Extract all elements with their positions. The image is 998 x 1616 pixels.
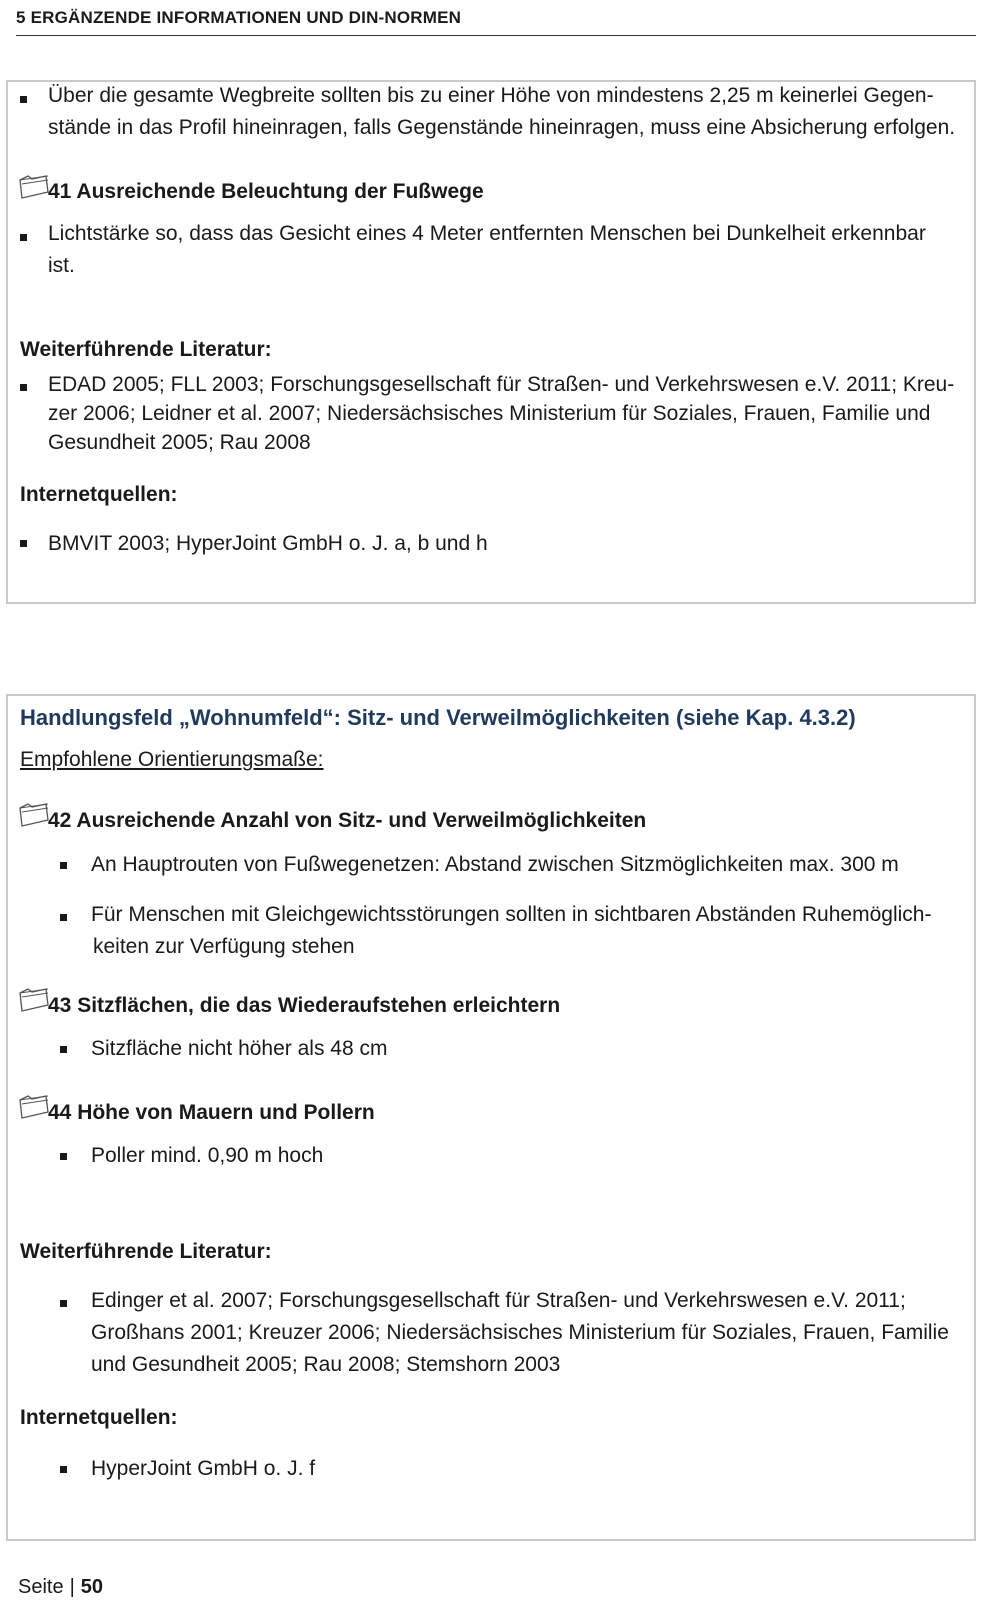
bullet-marker — [20, 96, 27, 103]
footer-label: Seite — [18, 1576, 64, 1598]
footer-separator: | — [69, 1576, 75, 1598]
bullet-marker — [60, 1153, 67, 1160]
bullet-marker — [60, 862, 67, 869]
bullet-text: Über die gesamte Wegbreite sollten bis zu einer Höhe von mindestens 2,25 m keinerlei Gegen- stände in das Profil hineinragen, falls Gegenstände hineinragen, muss eine Absicherung erfolgen. — [48, 84, 956, 139]
internet-text: HyperJoint GmbH o. J. f — [91, 1457, 316, 1480]
bullet-marker — [60, 914, 67, 921]
folder-icon — [18, 987, 50, 1013]
folder-icon — [18, 174, 50, 200]
bullet-text: Für Menschen mit Gleichgewichtsstörungen sollten in sichtbaren Abständen Ruhemöglich- keiten zur Verfügung stehen — [91, 903, 932, 958]
bullet-marker — [20, 540, 27, 547]
item-44-title: 44 Höhe von Mauern und Pollern — [48, 1101, 375, 1124]
item-43-title: 43 Sitzflächen, die das Wiederaufstehen erleichtern — [48, 994, 561, 1017]
bullet-marker — [20, 234, 27, 241]
header-title: 5 ERGÄNZENDE INFORMATIONEN UND DIN-NORMEN — [16, 8, 462, 27]
bullet-marker — [60, 1466, 67, 1473]
bullet-marker — [60, 1046, 67, 1053]
literature-text: EDAD 2005; FLL 2003; Forschungsgesellschaft für Straßen- und Verkehrswesen e.V. 2011; Kreu- zer 2006; Leidner et al. 2007; Niedersächsisches Ministerium für Soziales, Frauen, Familie und Gesundheit 2005; Rau 2008 — [48, 373, 955, 454]
bullet-text: An Hauptrouten von Fußwegenetzen: Abstand zwischen Sitzmöglichkeiten max. 300 m — [91, 853, 899, 876]
bullet-text: Sitzfläche nicht höher als 48 cm — [91, 1037, 388, 1060]
literature-text: Edinger et al. 2007; Forschungsgesellschaft für Straßen- und Verkehrswesen e.V. 2011; Großhans 2001; Kreuzer 2006; Niedersächsisches Ministerium für Soziales, Frauen, Familie und Gesundheit 2005; Rau 2008; Stemshorn 2003 — [91, 1289, 949, 1376]
literature-heading: Weiterführende Literatur: — [20, 1240, 272, 1263]
page-number: 50 — [80, 1576, 104, 1598]
bullet-text: Lichtstärke so, dass das Gesicht eines 4 Meter entfernten Menschen bei Dunkelheit erkennbar ist. — [48, 222, 926, 277]
page-footer — [18, 1576, 103, 1599]
internet-text: BMVIT 2003; HyperJoint GmbH o. J. a, b und h — [48, 532, 488, 555]
info-box-2 — [6, 694, 976, 1541]
folder-icon — [18, 1094, 50, 1120]
internet-heading: Internetquellen: — [20, 1406, 178, 1429]
bullet-marker — [60, 1300, 67, 1307]
bullet-text: Poller mind. 0,90 m hoch — [91, 1144, 324, 1167]
literature-heading: Weiterführende Literatur: — [20, 338, 272, 361]
internet-heading: Internetquellen: — [20, 483, 178, 506]
item-42-title: 42 Ausreichende Anzahl von Sitz- und Verweilmöglichkeiten — [48, 809, 647, 832]
section-title: Handlungsfeld „Wohnumfeld“: Sitz- und Verweilmöglichkeiten (siehe Kap. 4.3.2) — [20, 705, 856, 730]
info-box-1 — [6, 80, 976, 604]
folder-icon — [18, 802, 50, 828]
bullet-marker — [20, 384, 27, 391]
page-header — [16, 8, 976, 36]
item-41-title: 41 Ausreichende Beleuchtung der Fußwege — [48, 180, 484, 203]
section-subtitle: Empfohlene Orientierungsmaße: — [20, 748, 324, 771]
